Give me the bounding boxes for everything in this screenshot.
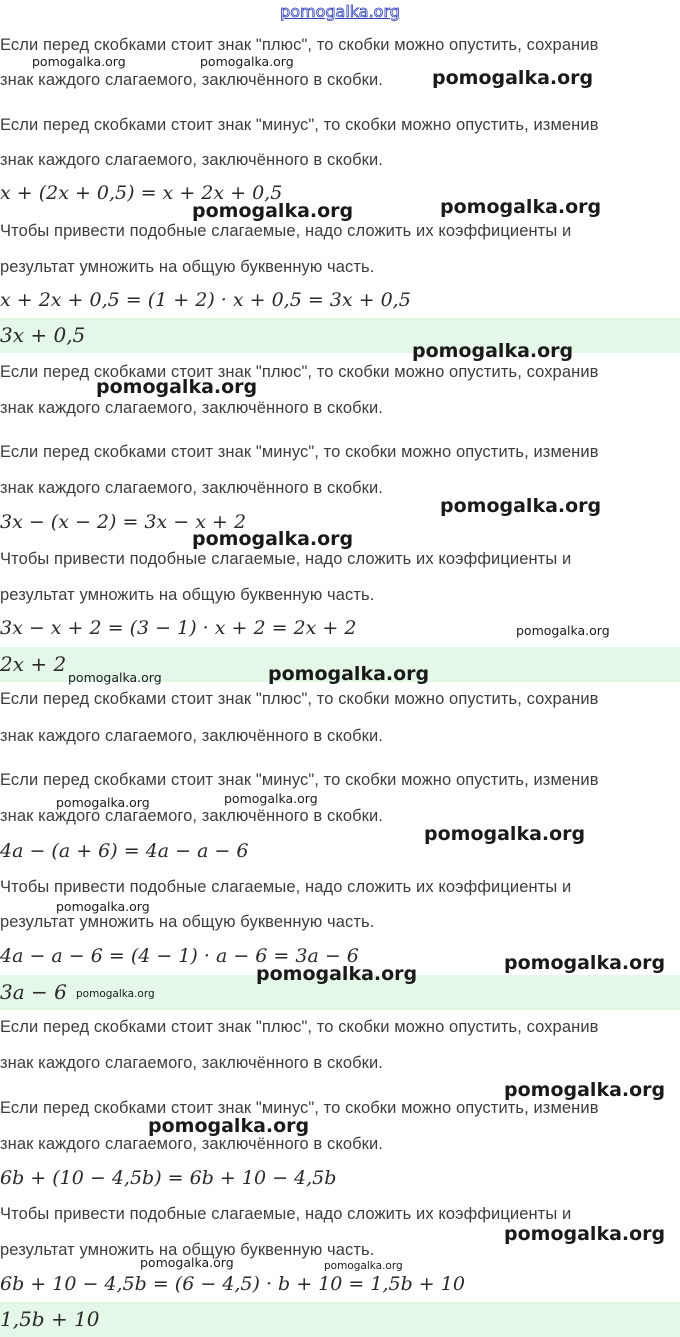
rule-minus-tail-text: знак каждого слагаемого, заключённого в скобки. <box>0 479 383 497</box>
watermark: pomogalka.org <box>504 1223 666 1245</box>
like-terms-rule-text-2: результат умножить на общую буквенную часть. <box>0 1241 375 1259</box>
watermark: pomogalka.org <box>140 1255 234 1270</box>
watermark: pomogalka.org <box>56 795 150 810</box>
combine-equation: 3x − x + 2 = (3 − 1) · x + 2 = 2x + 2 <box>0 617 357 639</box>
rule-minus-tail-text: знак каждого слагаемого, заключённого в скобки. <box>0 1135 383 1153</box>
answer-box <box>0 318 680 353</box>
rule-plus-text: Если перед скобками стоит знак "плюс", то скобки можно опустить, сохранив <box>0 1018 599 1036</box>
like-terms-rule-text-2: результат умножить на общую буквенную часть. <box>0 258 375 276</box>
combine-equation: 6b + 10 − 4,5b = (6 − 4,5) · b + 10 = 1,5b + 10 <box>0 1273 465 1295</box>
rule-plus-tail-text: знак каждого слагаемого, заключённого в скобки. <box>0 71 383 89</box>
combine-equation: 4a − a − 6 = (4 − 1) · a − 6 = 3a − 6 <box>0 945 359 967</box>
like-terms-rule-text: Чтобы привести подобные слагаемые, надо сложить их коэффициенты и <box>0 222 572 240</box>
watermark: pomogalka.org <box>516 623 610 638</box>
watermark: pomogalka.org <box>424 823 586 845</box>
answer-text: 1,5b + 10 <box>0 1307 100 1331</box>
watermark: pomogalka.org <box>96 376 258 398</box>
site-watermark-header[interactable]: pomogalka.org <box>280 2 400 21</box>
like-terms-rule-text: Чтобы привести подобные слагаемые, надо сложить их коэффициенты и <box>0 878 572 896</box>
like-terms-rule-text-2: результат умножить на общую буквенную часть. <box>0 586 375 604</box>
rule-plus-tail-text: знак каждого слагаемого, заключённого в скобки. <box>0 1054 383 1072</box>
watermark: pomogalka.org <box>440 196 602 218</box>
rule-minus-text: Если перед скобками стоит знак "минус", то скобки можно опустить, изменив <box>0 116 599 134</box>
watermark: pomogalka.org <box>32 54 126 69</box>
rule-minus-text: Если перед скобками стоит знак "минус", то скобки можно опустить, изменив <box>0 443 599 461</box>
watermark: pomogalka.org <box>192 200 354 222</box>
like-terms-rule-text-2: результат умножить на общую буквенную часть. <box>0 913 375 931</box>
rule-plus-text: Если перед скобками стоит знак "плюс", то скобки можно опустить, сохранив <box>0 690 599 708</box>
watermark: pomogalka.org <box>224 791 318 806</box>
expand-equation: 6b + (10 − 4,5b) = 6b + 10 − 4,5b <box>0 1167 337 1189</box>
watermark: pomogalka.org <box>200 54 294 69</box>
expand-equation: 3x − (x − 2) = 3x − x + 2 <box>0 511 247 533</box>
answer-text: 2x + 2 <box>0 652 67 676</box>
watermark: pomogalka.org <box>324 1260 403 1272</box>
watermark: pomogalka.org <box>148 1115 310 1137</box>
rule-minus-text: Если перед скобками стоит знак "минус", то скобки можно опустить, изменив <box>0 1099 599 1117</box>
rule-plus-text: Если перед скобками стоит знак "плюс", то скобки можно опустить, сохранив <box>0 36 599 54</box>
watermark: pomogalka.org <box>76 988 155 1000</box>
answer-text: 3x + 0,5 <box>0 323 86 347</box>
like-terms-rule-text: Чтобы привести подобные слагаемые, надо сложить их коэффициенты и <box>0 550 572 568</box>
watermark: pomogalka.org <box>68 670 162 685</box>
expand-equation: x + (2x + 0,5) = x + 2x + 0,5 <box>0 182 283 204</box>
rule-plus-text: Если перед скобками стоит знак "плюс", то скобки можно опустить, сохранив <box>0 363 599 381</box>
watermark: pomogalka.org <box>504 1079 666 1101</box>
rule-plus-tail-text: знак каждого слагаемого, заключённого в скобки. <box>0 727 383 745</box>
watermark: pomogalka.org <box>412 340 574 362</box>
watermark: pomogalka.org <box>432 67 594 89</box>
watermark: pomogalka.org <box>268 663 430 685</box>
watermark: pomogalka.org <box>56 899 150 914</box>
answer-text: 3a − 6 <box>0 980 67 1004</box>
rule-plus-tail-text: знак каждого слагаемого, заключённого в скобки. <box>0 399 383 417</box>
like-terms-rule-text: Чтобы привести подобные слагаемые, надо сложить их коэффициенты и <box>0 1205 572 1223</box>
combine-equation: x + 2x + 0,5 = (1 + 2) · x + 0,5 = 3x + 0,5 <box>0 289 411 311</box>
rule-minus-tail-text: знак каждого слагаемого, заключённого в скобки. <box>0 151 383 169</box>
watermark: pomogalka.org <box>504 952 666 974</box>
expand-equation: 4a − (a + 6) = 4a − a − 6 <box>0 840 249 862</box>
watermark: pomogalka.org <box>192 528 354 550</box>
answer-box <box>0 1302 680 1337</box>
watermark: pomogalka.org <box>440 495 602 517</box>
watermark: pomogalka.org <box>256 963 418 985</box>
rule-minus-text: Если перед скобками стоит знак "минус", то скобки можно опустить, изменив <box>0 771 599 789</box>
rule-minus-tail-text: знак каждого слагаемого, заключённого в скобки. <box>0 807 383 825</box>
